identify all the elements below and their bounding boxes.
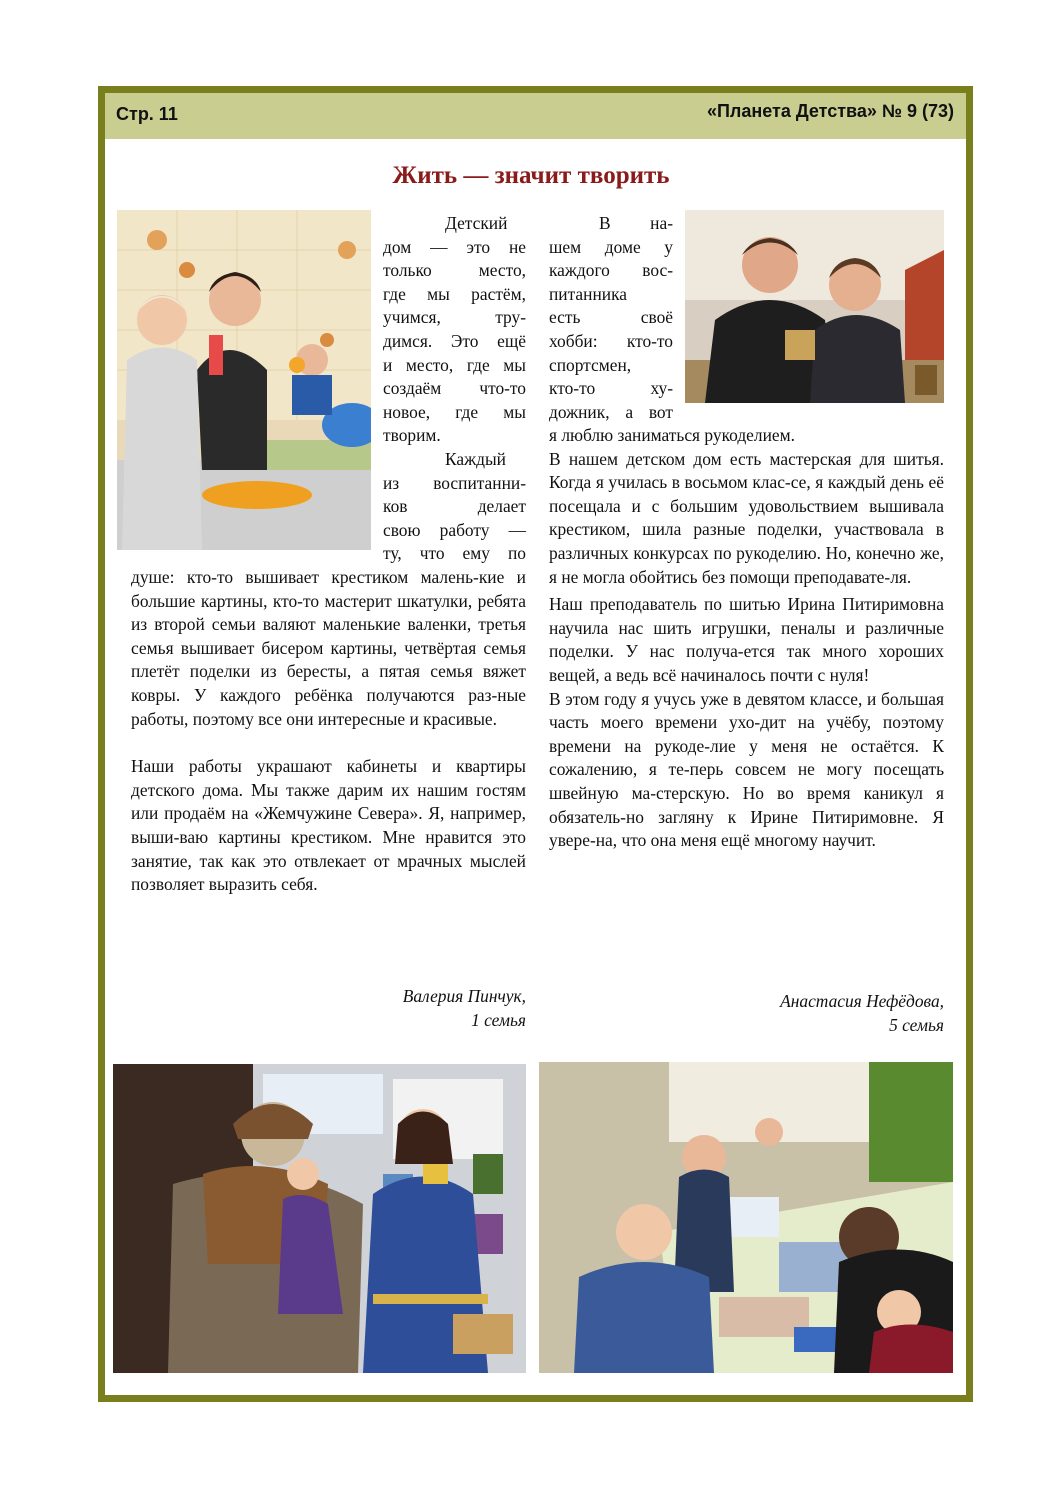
paragraph: душе: кто-то вышивает крестиком малень-кие и большие картины, кто-то мастерит шкатулки, ребята из второй семьи валяют маленькие валенки, третья семья вышивает бисером картины, четвёртая семья плетёт поделки из бересты, а пятая семья вяжет ковры. У каждого ребёнка получаются раз-ные работы, поэтому все они интересные и красивые. xyxy=(131,567,526,729)
paragraph: Наш преподаватель по шитью Ирина Питиримовна научила нас шить игрушки, пеналы и различные поделки. У нас получа-ется так много хороших вещей, а ведь всё начиналось почти с нуля! xyxy=(549,594,944,685)
wrap-line: шем доме у xyxy=(549,236,673,257)
wrap-line: спортсмен, xyxy=(549,354,632,375)
left-wrap-text xyxy=(383,212,526,566)
paragraph: В этом году я учусь уже в девятом классе, и большая часть моего времени ухо-дит на учёбу, поэтому времени на рукоде-лие у меня не остаётся. К сожалению, я те-перь совсем не могу посещать швейную ма-стерскую. Но во время каникул я обязатель-но загляну к Ирине Питиримовне. Я увере-на, что она меня ещё многому научит. xyxy=(549,688,944,851)
wrap-line: каждого вос- xyxy=(549,260,673,281)
wrap-line: создаём что-то xyxy=(383,378,526,399)
wrap-line: Каждый xyxy=(445,448,506,469)
wrap-line: ту, что ему по xyxy=(383,543,526,564)
wrap-line: где мы растём, xyxy=(383,283,526,304)
paragraph: В нашем детском дом есть мастерская для шитья. Когда я училась в восьмом клас-се, я каждый день её посещала и с большим удовольствием вышивала крестиком, шила разные поделки, участвовала в различных конкурсах по рукоделию. Но, конечно же, я не могла обойтись без помощи преподавате-ля. xyxy=(549,448,944,587)
photo-felting-class xyxy=(117,210,371,550)
wrap-line: димся. Это ещё xyxy=(383,330,526,351)
author-signature-right: Анастасия Нефёдова, 5 семья xyxy=(780,991,944,1035)
wrap-line: и место, где мы xyxy=(383,354,526,375)
author-signature-left: Валерия Пинчук, 1 семья xyxy=(402,986,526,1030)
wrap-line: дожник, а вот xyxy=(549,401,673,422)
wrap-line: дом — это не xyxy=(383,236,526,257)
paragraph: я люблю заниматься рукоделием. xyxy=(549,425,795,445)
page-number: Стр. 11 xyxy=(116,104,178,124)
wrap-line: новое, где мы xyxy=(383,401,526,422)
right-body-text xyxy=(549,424,944,853)
wrap-line: свою работу — xyxy=(383,519,526,540)
wrap-line: Детский xyxy=(445,213,508,233)
wrap-line: хобби: кто-то xyxy=(549,330,673,351)
wrap-line: из воспитанни- xyxy=(383,472,526,493)
wrap-line: питанника xyxy=(549,283,627,304)
wrap-line: ков делает xyxy=(383,496,526,517)
left-body-text xyxy=(131,566,526,897)
issue-label: «Планета Детства» № 9 (73) xyxy=(706,101,954,121)
wrap-line: В на- xyxy=(599,213,673,233)
article-title: Жить — значит творить xyxy=(392,162,670,189)
wrap-line: только место, xyxy=(383,260,526,281)
paragraph: Наши работы украшают кабинеты и квартиры детского дома. Мы также дарим их нашим гостям или продаём на «Жемчужине Севера». Я, например, выши-ваю картины крестиком. Мне нравится это занятие, так как это отвлекает от мрачных мыслей позволяет выразить себя. xyxy=(131,756,526,895)
right-wrap-text xyxy=(549,212,673,424)
wrap-line: есть своё xyxy=(549,307,673,328)
photo-exhibition xyxy=(113,1064,526,1373)
wrap-line: кто-то ху- xyxy=(549,378,673,399)
wrap-line: учимся, тру- xyxy=(383,307,526,328)
photo-man-with-boy xyxy=(685,210,944,403)
photo-children-drawing xyxy=(539,1062,953,1373)
wrap-line: творим. xyxy=(383,425,441,446)
